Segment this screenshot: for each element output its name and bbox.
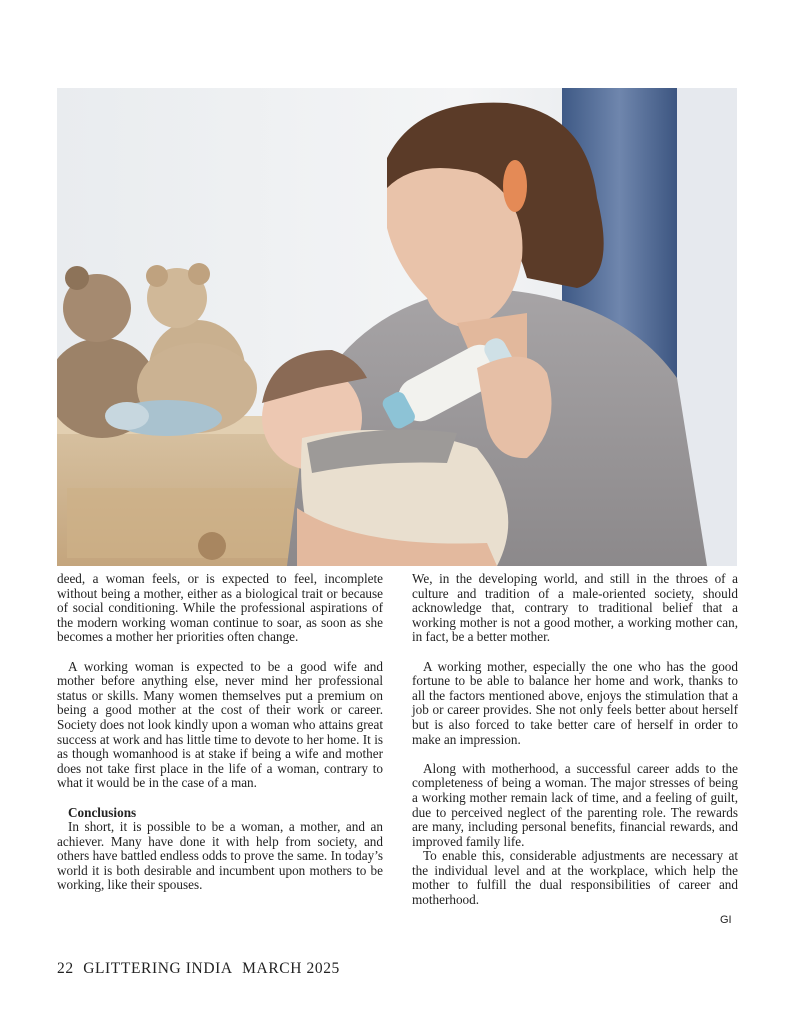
magazine-name: GLITTERING INDIA [83, 960, 233, 977]
mother-feeding-baby-photo-icon [57, 88, 737, 566]
right-paragraph-1: We, in the developing world, and still in the throes of a culture and tradition of a male-oriented society, should acknowledge that, contrary to traditional belief that a working mother is not a good mother, a working mother can, in fact, be a better mother. [412, 571, 738, 645]
right-paragraph-2: A working mother, especially the one who has the good fortune to be able to balance her home and work, thanks to all the factors mentioned above, enjoys the stimulation that a job or career provides. She not only feels better about herself but is also forced to take better care of herself in order to make an impression. [412, 658, 738, 747]
right-paragraph-4: To enable this, considerable adjustments are necessary at the individual level and at the workplace, which help the mother to fulfill the dual responsibilities of career and motherhood. [412, 848, 738, 908]
left-paragraph-3: In short, it is possible to be a woman, a mother, and an achiever. Many have done it with help from society, and others have battled endless odds to prove the same. In today’s world it is both desirable and incumbent upon mothers to be working, like their spouses. [57, 819, 383, 893]
article-photo [57, 88, 737, 566]
left-paragraph-1: deed, a woman feels, or is expected to feel, incomplete without being a mother, either as a biological trait or because of social conditioning. While the professional aspirations of the modern working woman continue to soar, as soon as she becomes a mother her priorities often change. [57, 571, 383, 645]
right-column [412, 572, 738, 908]
left-paragraph-2: A working woman is expected to be a good wife and mother before anything else, never mind her professional status or skills. Many women themselves put a premium on being a good mother at the cost of their work or career. Society does not look kindly upon a woman who attains great success at work and has little time to devote to her home. It is as though womanhood is at stake if being a wife and mother does not take first place in the life of a woman, contrary to what it would be in the case of a man. [57, 658, 383, 791]
section-heading-conclusions: Conclusions [68, 804, 137, 820]
left-column [57, 572, 383, 893]
end-mark: GI [720, 914, 732, 926]
issue-date: MARCH 2025 [242, 960, 340, 977]
page-number: 22 [57, 960, 74, 977]
right-paragraph-3: Along with motherhood, a successful career adds to the completeness of being a woman. The major stresses of being a working mother remain lack of time, and a feeling of guilt, due to perceived neglect of the parenting role. The rewards are many, including personal benefits, financial rewards, and improved family life. [412, 760, 738, 849]
page-footer [57, 960, 345, 978]
